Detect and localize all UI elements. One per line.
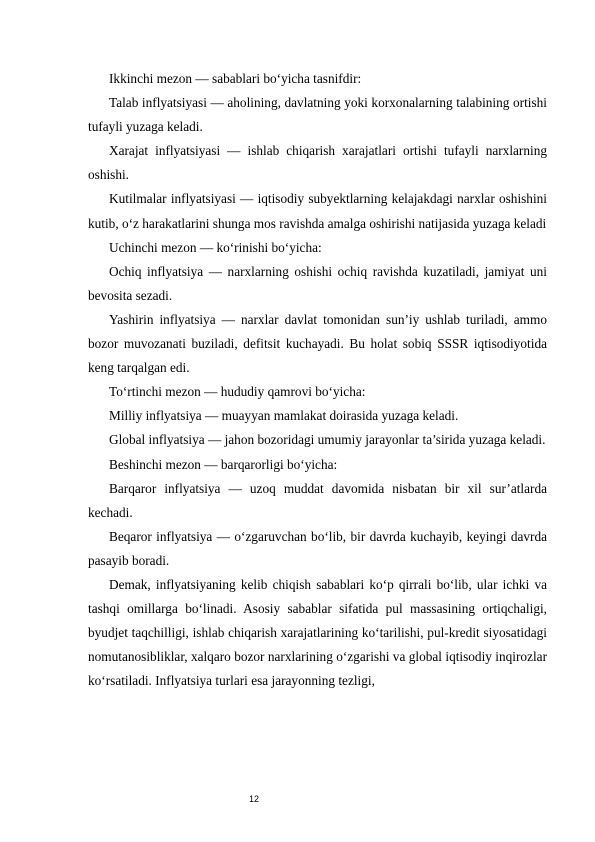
page-number: 12 xyxy=(249,794,260,804)
paragraph: Kutilmalar inflyatsiyasi — iqtisodiy subyektlarning kelajakdagi narxlar oshishini kutib, o‘z harakatlarini shunga mos ravishda amalga oshirishi natijasida yuzaga keladi xyxy=(88,191,547,231)
paragraph: Milliy inflyatsiya — muayyan mamlakat doirasida yuzaga keladi. xyxy=(109,408,459,424)
paragraph: Beshinchi mezon — barqarorligi bo‘yicha: xyxy=(109,456,338,472)
paragraph: Uchinchi mezon — ko‘rinishi bo‘yicha: xyxy=(109,239,322,255)
paragraph: Yashirin inflyatsiya — narxlar davlat tomonidan sun’iy ushlab turiladi, ammo bozor muvozanati buziladi, defitsit kuchayadi. Bu holat sobiq SSSR iqtisodiyotida keng tarqalgan edi. xyxy=(88,311,547,376)
paragraph: To‘rtinchi mezon — hududiy qamrovi bo‘yicha: xyxy=(109,384,366,400)
paragraph: Demak, inflyatsiyaning kelib chiqish sabablari ko‘p qirrali bo‘lib, ular ichki va tashqi omillarga bo‘linadi. Asosiy sabablar sifatida pul massasining ortiqchaligi, byudjet taqchilligi, ishlab chiqarish xarajatlarining ko‘tarilishi, pul-kredit siyosatidagi nomutanosibliklar, xalqaro bozor narxlarining o‘zgarishi va global iqtisodiy inqirozlar ko‘rsatiladi. Inflyatsiya turlari esa jarayonning tezligi, xyxy=(88,576,547,689)
paragraph: Ikkinchi mezon — sabablari bo‘yicha tasnifdir: xyxy=(109,71,362,86)
paragraph: Ochiq inflyatsiya — narxlarning oshishi ochiq ravishda kuzatiladi, jamiyat uni bevosita sezadi. xyxy=(88,263,547,303)
paragraph: Barqaror inflyatsiya — uzoq muddat davomida nisbatan bir xil sur’atlarda kechadi. xyxy=(88,480,547,520)
paragraph: Beqaror inflyatsiya — o‘zgaruvchan bo‘lib, bir davrda kuchayib, keyingi davrda pasayib boradi. xyxy=(88,528,547,568)
paragraph: Global inflyatsiya — jahon bozoridagi umumiy jarayonlar ta’sirida yuzaga keladi. xyxy=(109,432,546,448)
paragraph: Talab inflyatsiyasi — aholining, davlatning yoki korxonalarning talabining ortishi tufayli yuzaga keladi. xyxy=(88,95,547,135)
paragraph: Xarajat inflyatsiyasi — ishlab chiqarish xarajatlari ortishi tufayli narxlarning oshishi. xyxy=(88,143,547,183)
document-body xyxy=(88,67,547,693)
